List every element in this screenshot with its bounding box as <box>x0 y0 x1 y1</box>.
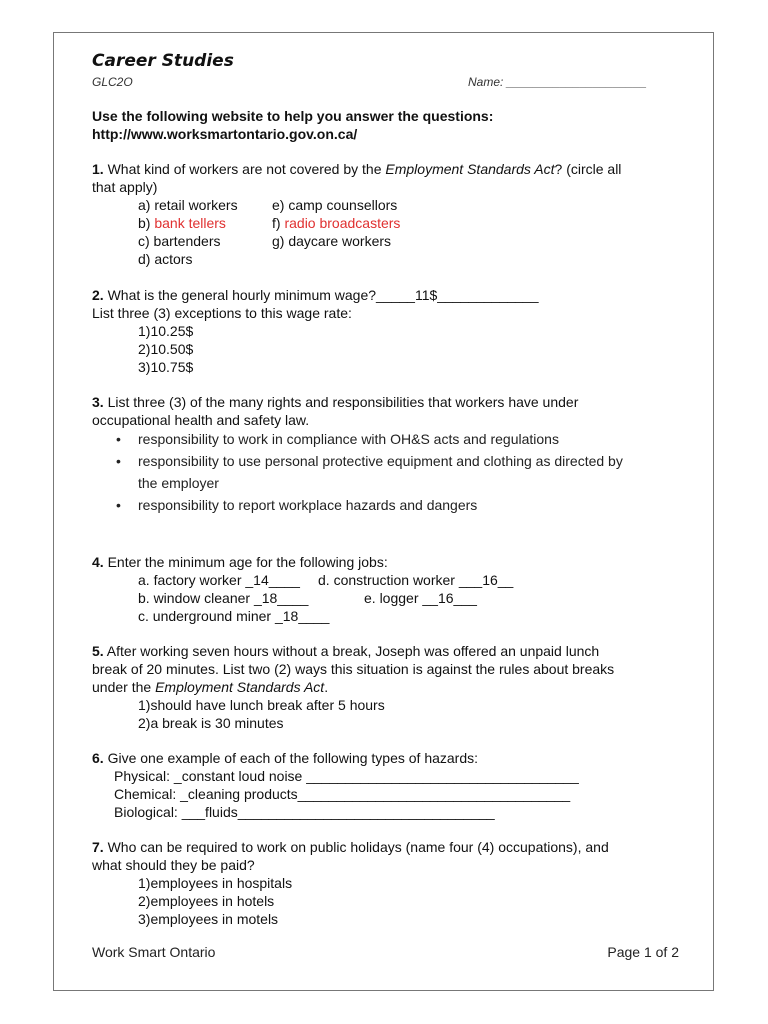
act-title: Employment Standards Act <box>155 679 325 695</box>
answer-line: 3)10.75$ <box>138 359 194 375</box>
q4-left-column <box>138 571 329 625</box>
question-1 <box>92 160 621 196</box>
answer-line: 1)should have lunch break after 5 hours <box>138 697 385 713</box>
job-construction-worker: d. construction worker ___16__ <box>318 572 514 588</box>
footer-source: Work Smart Ontario <box>92 944 216 960</box>
answer-line: 1)employees in hospitals <box>138 875 293 891</box>
job-factory-worker: a. factory worker _14____ <box>138 572 300 588</box>
website-url: http://www.worksmartontario.gov.on.ca/ <box>92 126 358 142</box>
instructions <box>92 107 493 143</box>
question-2 <box>92 286 539 322</box>
course-code: GLC2O <box>92 75 133 89</box>
option-g: g) daycare workers <box>272 233 392 249</box>
question-4 <box>92 553 388 571</box>
question-text: Give one example of each of the following types of hazards: <box>103 750 479 766</box>
question-subtext: List three (3) exceptions to this wage rate: <box>92 305 352 321</box>
option-f: f) radio broadcasters <box>272 215 401 231</box>
question-text: List three (3) of the many rights and responsibilities that workers have under <box>103 394 579 410</box>
question-number: 3. <box>92 394 104 410</box>
question-number: 4. <box>92 554 104 570</box>
question-number: 7. <box>92 839 104 855</box>
job-underground-miner: c. underground miner _18____ <box>138 608 330 624</box>
question-text: What kind of workers are not covered by the <box>103 161 386 177</box>
name-field-label: Name: _____________________ <box>468 75 647 89</box>
option-e: e) camp counsellors <box>272 197 398 213</box>
question-text: that apply) <box>92 179 158 195</box>
q7-answers <box>138 874 292 928</box>
answer-line: 2)a break is 30 minutes <box>138 715 284 731</box>
q3-bullet-list <box>116 428 623 516</box>
option-f-highlight: radio broadcasters <box>284 215 401 231</box>
option-b: b) bank tellers <box>138 215 226 231</box>
q1-options-right <box>272 196 400 250</box>
question-5: 5. After working seven hours without a break, Joseph was offered an unpaid lunch break of 20 minutes. List two (2) ways this situation is against the rules about breaks under the Employment Standards Act. <box>92 643 615 695</box>
q2-answers <box>138 322 193 376</box>
page-title: Career Studies <box>92 51 234 71</box>
option-c: c) bartenders <box>138 233 221 249</box>
option-b-highlight: bank tellers <box>154 215 226 231</box>
q1-options-left <box>138 196 238 268</box>
bullet-icon: • <box>116 497 121 513</box>
hazard-biological: Biological: ___fluids_________________________________ <box>114 804 495 820</box>
hazard-chemical: Chemical: _cleaning products___________________________________ <box>114 786 571 802</box>
question-text: ? (circle all <box>554 161 622 177</box>
question-number: 1. <box>92 161 104 177</box>
question-number: 5. <box>92 643 104 659</box>
list-item-continuation: the employer <box>138 475 219 491</box>
hazard-physical: Physical: _constant loud noise ___________________________________ <box>114 768 579 784</box>
question-text: what should they be paid? <box>92 857 255 873</box>
question-3 <box>92 393 578 429</box>
question-text: break of 20 minutes. List two (2) ways this situation is against the rules about breaks <box>92 661 615 677</box>
question-text: What is the general hourly minimum wage?_____11$_____________ <box>103 287 539 303</box>
question-text: After working seven hours without a break, Joseph was offered an unpaid lunch <box>103 643 600 659</box>
question-text: Enter the minimum age for the following jobs: <box>103 554 388 570</box>
act-title: Employment Standards Act <box>385 161 555 177</box>
bullet-icon: • <box>116 453 121 469</box>
question-7 <box>92 838 609 874</box>
answer-line: 1)10.25$ <box>138 323 194 339</box>
answer-line: 3)employees in motels <box>138 911 279 927</box>
list-item: • responsibility to work in compliance with OH&S acts and regulations <box>116 428 623 450</box>
worksheet-page <box>53 32 714 991</box>
list-item: • responsibility to use personal protective equipment and clothing as directed by <box>116 450 623 472</box>
answer-line: 2)10.50$ <box>138 341 194 357</box>
job-logger: e. logger __16___ <box>364 590 477 606</box>
q5-answers <box>138 696 385 732</box>
instructions-line: Use the following website to help you answer the questions: <box>92 108 494 124</box>
question-text: occupational health and safety law. <box>92 412 310 428</box>
question-number: 6. <box>92 750 104 766</box>
job-window-cleaner: b. window cleaner _18____ <box>138 590 309 606</box>
option-d: d) actors <box>138 251 193 267</box>
page-number: Page 1 of 2 <box>607 944 679 960</box>
question-number: 2. <box>92 287 104 303</box>
bullet-icon: • <box>116 431 121 447</box>
question-6 <box>92 749 478 767</box>
option-a: a) retail workers <box>138 197 238 213</box>
q6-answers <box>114 767 579 821</box>
list-item: • responsibility to report workplace hazards and dangers <box>116 494 623 516</box>
question-text: Who can be required to work on public holidays (name four (4) occupations), and <box>103 839 609 855</box>
answer-line: 2)employees in hotels <box>138 893 275 909</box>
